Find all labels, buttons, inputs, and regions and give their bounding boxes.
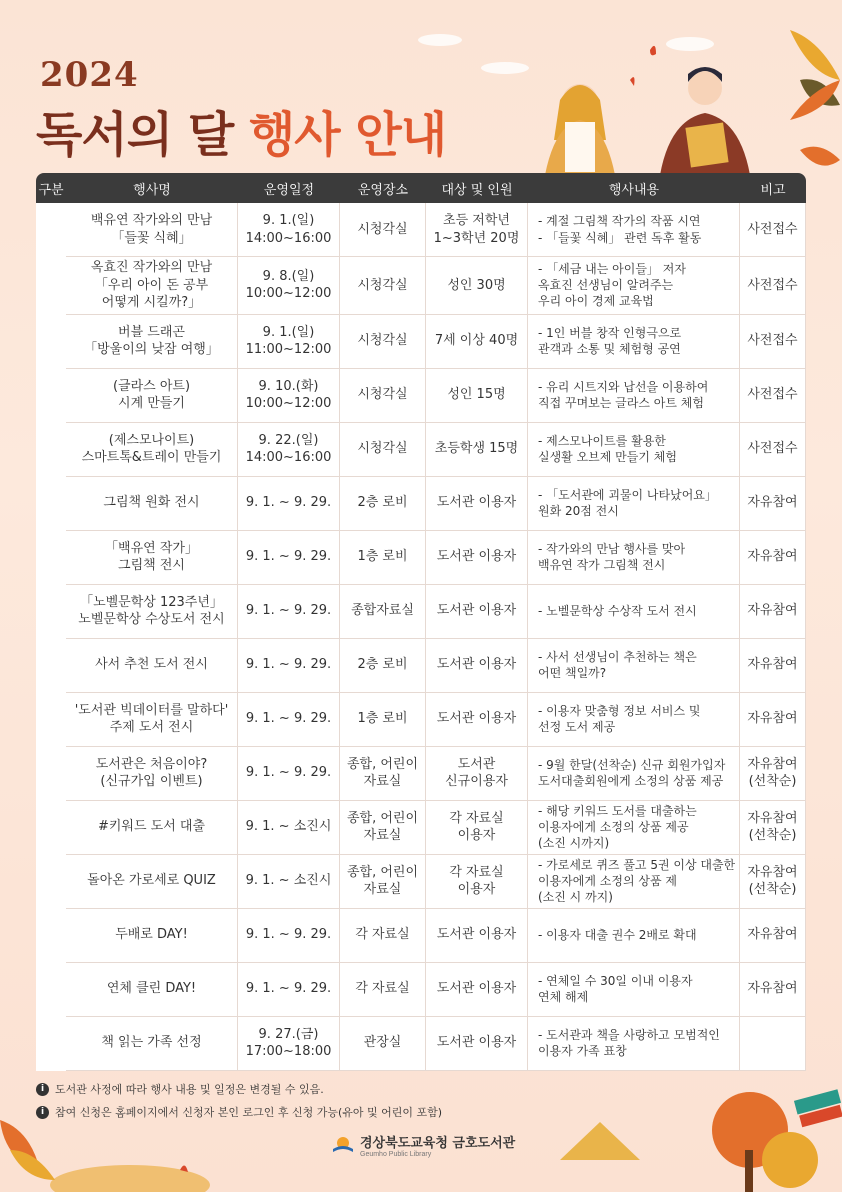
table-row — [36, 203, 806, 257]
place-cell: 종합자료실 — [340, 585, 426, 639]
category-cell: 컬처플러스+ — [36, 203, 66, 369]
target-cell: 성인 15명 — [426, 369, 528, 423]
table-row — [36, 477, 806, 531]
place-cell: 각 자료실 — [340, 909, 426, 963]
content-cell: - 사서 선생님이 추천하는 책은 어떤 책일까? — [528, 639, 740, 693]
target-cell: 도서관 신규이용자 — [426, 747, 528, 801]
target-cell: 도서관 이용자 — [426, 531, 528, 585]
content-cell: - 계절 그림책 작가의 작품 시연 - 「들꽃 식혜」 관련 독후 활동 — [528, 203, 740, 257]
date-cell: 9. 27.(금) 17:00~18:00 — [238, 1017, 340, 1071]
date-cell: 9. 1. ~ 9. 29. — [238, 963, 340, 1017]
table-row — [36, 1017, 806, 1071]
place-cell: 시청각실 — [340, 369, 426, 423]
note-cell: 사전접수 — [740, 369, 806, 423]
note-cell: 사전접수 — [740, 203, 806, 257]
notice-list — [36, 1081, 442, 1127]
place-cell: 1층 로비 — [340, 693, 426, 747]
content-cell: - 제스모나이트를 활용한 실생활 오브제 만들기 체험 — [528, 423, 740, 477]
date-cell: 9. 1. ~ 9. 29. — [238, 747, 340, 801]
content-cell: - 이용자 대출 권수 2배로 확대 — [528, 909, 740, 963]
date-cell: 9. 1. ~ 9. 29. — [238, 639, 340, 693]
content-cell: - 도서관과 책을 사랑하고 모범적인 이용자 가족 표창 — [528, 1017, 740, 1071]
target-cell: 7세 이상 40명 — [426, 315, 528, 369]
place-cell: 시청각실 — [340, 203, 426, 257]
date-cell: 9. 1. ~ 9. 29. — [238, 477, 340, 531]
col-header-event: 행사명 — [66, 173, 238, 203]
date-cell: 9. 1. ~ 소진시 — [238, 855, 340, 909]
content-cell: - 「도서관에 괴물이 나타났어요」 원화 20점 전시 — [528, 477, 740, 531]
place-cell: 종합, 어린이 자료실 — [340, 855, 426, 909]
library-name-en: Geumho Public Library — [360, 1151, 432, 1158]
note-cell: 자유참여 — [740, 909, 806, 963]
title-part1: 독서의 달 — [36, 107, 234, 163]
event-name-cell: 두배로 DAY! — [66, 909, 238, 963]
table-row — [36, 747, 806, 801]
target-cell: 도서관 이용자 — [426, 639, 528, 693]
table-row — [36, 531, 806, 585]
table-row — [36, 909, 806, 963]
place-cell: 관장실 — [340, 1017, 426, 1071]
col-header-date: 운영일정 — [238, 173, 340, 203]
table-row — [36, 369, 806, 423]
content-cell: - 1인 버블 창작 인형극으로 관객과 소통 및 체험형 공연 — [528, 315, 740, 369]
table-row — [36, 423, 806, 477]
category-cell: 행복플러스+ — [36, 747, 66, 1071]
content-cell: - 유리 시트지와 납선을 이용하여 직접 꾸며보는 글라스 아트 체험 — [528, 369, 740, 423]
note-cell: 사전접수 — [740, 423, 806, 477]
event-name-cell: 연체 클린 DAY! — [66, 963, 238, 1017]
place-cell: 종합, 어린이 자료실 — [340, 747, 426, 801]
place-cell: 2층 로비 — [340, 639, 426, 693]
place-cell: 종합, 어린이 자료실 — [340, 801, 426, 855]
target-cell: 각 자료실 이용자 — [426, 855, 528, 909]
target-cell: 도서관 이용자 — [426, 693, 528, 747]
content-cell: - 가로세로 퀴즈 풀고 5권 이상 대출한 이용자에게 소정의 상품 제 (소진 시 까지) — [528, 855, 740, 909]
date-cell: 9. 1. ~ 9. 29. — [238, 693, 340, 747]
target-cell: 초등 저학년 1~3학년 20명 — [426, 203, 528, 257]
event-name-cell: 「노벨문학상 123주년」 노벨문학상 수상도서 전시 — [66, 585, 238, 639]
date-cell: 9. 1. ~ 9. 29. — [238, 585, 340, 639]
category-cell: 공감플러스+ — [36, 477, 66, 747]
info-icon: i — [36, 1083, 49, 1096]
date-cell: 9. 22.(일) 14:00~16:00 — [238, 423, 340, 477]
date-cell: 9. 1.(일) 14:00~16:00 — [238, 203, 340, 257]
page-title — [36, 96, 446, 165]
event-name-cell: 도서관은 처음이야? (신규가입 이벤트) — [66, 747, 238, 801]
event-name-cell: 옥효진 작가와의 만남 「우리 아이 돈 공부 어떻게 시킬까?」 — [66, 257, 238, 315]
target-cell: 초등학생 15명 — [426, 423, 528, 477]
table-row — [36, 585, 806, 639]
date-cell: 9. 8.(일) 10:00~12:00 — [238, 257, 340, 315]
note-cell: 자유참여 — [740, 531, 806, 585]
event-name-cell: 버블 드래곤 「방울이의 낮잠 여행」 — [66, 315, 238, 369]
table-row — [36, 639, 806, 693]
target-cell: 도서관 이용자 — [426, 909, 528, 963]
place-cell: 시청각실 — [340, 315, 426, 369]
note-cell: 사전접수 — [740, 257, 806, 315]
notice-item: i 도서관 사정에 따라 행사 내용 및 일정은 변경될 수 있음. — [36, 1081, 442, 1097]
place-cell: 각 자료실 — [340, 963, 426, 1017]
target-cell: 각 자료실 이용자 — [426, 801, 528, 855]
place-cell: 1층 로비 — [340, 531, 426, 585]
note-cell: 자유참여 — [740, 477, 806, 531]
notice-item: i 참여 신청은 홈페이지에서 신청자 본인 로그인 후 신청 가능(유아 및 어린이 포함) — [36, 1104, 442, 1120]
event-name-cell: #키워드 도서 대출 — [66, 801, 238, 855]
library-logo-icon — [332, 1135, 354, 1155]
table-header-row — [36, 173, 806, 203]
note-cell: 자유참여 — [740, 693, 806, 747]
note-cell — [740, 1017, 806, 1071]
col-header-note: 비고 — [740, 173, 806, 203]
event-name-cell: 책 읽는 가족 선정 — [66, 1017, 238, 1071]
date-cell: 9. 1.(일) 11:00~12:00 — [238, 315, 340, 369]
note-cell: 자유참여 (선착순) — [740, 801, 806, 855]
event-name-cell: (글라스 아트) 시계 만들기 — [66, 369, 238, 423]
table-row — [36, 801, 806, 855]
event-name-cell: (제스모나이트) 스마트톡&트레이 만들기 — [66, 423, 238, 477]
date-cell: 9. 1. ~ 소진시 — [238, 801, 340, 855]
event-name-cell: 돌아온 가로세로 QUIZ — [66, 855, 238, 909]
content-cell: - 이용자 맞춤형 정보 서비스 및 선정 도서 제공 — [528, 693, 740, 747]
target-cell: 도서관 이용자 — [426, 585, 528, 639]
readers-illustration — [545, 67, 750, 175]
content-cell: - 연체일 수 30일 이내 이용자 연체 해제 — [528, 963, 740, 1017]
target-cell: 성인 30명 — [426, 257, 528, 315]
col-header-target: 대상 및 인원 — [426, 173, 528, 203]
note-cell: 자유참여 — [740, 963, 806, 1017]
table-row — [36, 257, 806, 315]
category-cell: 체험플러스+ — [36, 369, 66, 477]
info-icon: i — [36, 1106, 49, 1119]
library-name: 경상북도교육청 금호도서관 — [360, 1136, 516, 1151]
col-header-place: 운영장소 — [340, 173, 426, 203]
col-header-content: 행사내용 — [528, 173, 740, 203]
table-row — [36, 855, 806, 909]
target-cell: 도서관 이용자 — [426, 477, 528, 531]
note-cell: 자유참여 — [740, 585, 806, 639]
target-cell: 도서관 이용자 — [426, 1017, 528, 1071]
title-part2: 행사 안내 — [248, 107, 447, 163]
table-row — [36, 693, 806, 747]
event-name-cell: 「백유연 작가」 그림책 전시 — [66, 531, 238, 585]
event-name-cell: 사서 추천 도서 전시 — [66, 639, 238, 693]
target-cell: 도서관 이용자 — [426, 963, 528, 1017]
content-cell: - 「세금 내는 아이들」 저자 옥효진 선생님이 알려주는 우리 아이 경제 교육법 — [528, 257, 740, 315]
content-cell: - 노벨문학상 수상작 도서 전시 — [528, 585, 740, 639]
place-cell: 2층 로비 — [340, 477, 426, 531]
table-row — [36, 963, 806, 1017]
event-name-cell: 백유연 작가와의 만남 「들꽃 식혜」 — [66, 203, 238, 257]
content-cell: - 해당 키워드 도서를 대출하는 이용자에게 소정의 상품 제공 (소진 시까지) — [528, 801, 740, 855]
place-cell: 시청각실 — [340, 257, 426, 315]
event-schedule-table — [36, 173, 806, 1071]
event-name-cell: '도서관 빅데이터를 말하다' 주제 도서 전시 — [66, 693, 238, 747]
note-cell: 사전접수 — [740, 315, 806, 369]
library-footer — [332, 1132, 515, 1158]
col-header-category: 구분 — [36, 173, 66, 203]
date-cell: 9. 1. ~ 9. 29. — [238, 531, 340, 585]
date-cell: 9. 10.(화) 10:00~12:00 — [238, 369, 340, 423]
event-year: 2024 — [40, 55, 139, 95]
event-name-cell: 그림책 원화 전시 — [66, 477, 238, 531]
note-cell: 자유참여 — [740, 639, 806, 693]
content-cell: - 작가와의 만남 행사를 맞아 백유연 작가 그림책 전시 — [528, 531, 740, 585]
place-cell: 시청각실 — [340, 423, 426, 477]
table-row — [36, 315, 806, 369]
content-cell: - 9월 한달(선착순) 신규 회원가입자 도서대출회원에게 소정의 상품 제공 — [528, 747, 740, 801]
note-cell: 자유참여 (선착순) — [740, 747, 806, 801]
note-cell: 자유참여 (선착순) — [740, 855, 806, 909]
date-cell: 9. 1. ~ 9. 29. — [238, 909, 340, 963]
